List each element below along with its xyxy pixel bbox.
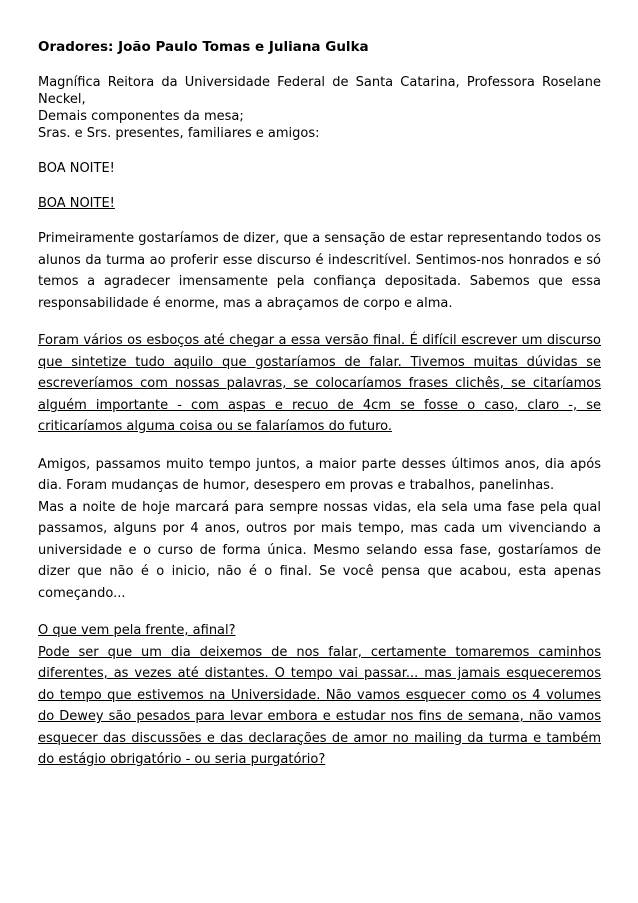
question-heading: O que vem pela frente, afinal? <box>38 623 236 638</box>
paragraph-tonight: Mas a noite de hoje marcará para sempre nossas vidas, ela sela uma fase pela qual passamos, alguns por 4 anos, outros por mais tempo, mas cada um vivenciando a universidade e o curso de forma única. Mesmo selando essa fase, gostaríamos de dizer que não é o inicio, não é o final. Se você pensa que acabou, esta apenas começando... <box>38 499 601 601</box>
paragraph-friends: Amigos, passamos muito tempo juntos, a maior parte desses últimos anos, dia após dia. Foram mudanças de humor, desespero em provas e trabalhos, panelinhas. <box>38 456 601 493</box>
document-page <box>38 38 601 771</box>
speakers-title: Oradores: João Paulo Tomas e Juliana Gulka <box>38 39 369 55</box>
address-line: Demais componentes da mesa; <box>38 109 244 124</box>
paragraph-future: Pode ser que um dia deixemos de nos falar, certamente tomaremos caminhos diferentes, as vezes até distantes. O tempo vai passar... mas jamais esqueceremos do tempo que estivemos na Universidade. Não vamos esquecer como os 4 volumes do Dewey são pesados para levar embora e estudar nos fins de semana, não vamos esquecer das discussões e das declarações de amor no mailing da turma e também do estágio obrigatório - ou seria purgatório? <box>38 644 601 767</box>
paragraph-intro: Primeiramente gostaríamos de dizer, que a sensação de estar representando todos os alunos da turma ao proferir esse discurso é indescritível. Sentimos-nos honrados e só temos a agradecer imensamente pela confiança depositada. Sabemos que essa responsabilidade é enorme, mas a abraçamos de corpo e alma. <box>38 231 601 311</box>
address-line: Sras. e Srs. presentes, familiares e amigos: <box>38 126 320 141</box>
address-line: Magnífica Reitora da Universidade Federal de Santa Catarina, Professora Roselane Neckel, <box>38 75 601 107</box>
address-block <box>38 74 601 142</box>
paragraph-drafts: Foram vários os esboços até chegar a essa versão final. É difícil escrever um discurso que sintetize tudo aquilo que gostaríamos de falar. Tivemos muitas dúvidas se escreveríamos com nossas palavras, se colocaríamos frases clichês, se citaríamos alguém importante - com aspas e recuo de 4cm se fosse o caso, claro -, se criticaríamos alguma coisa ou se falaríamos do futuro. <box>38 333 601 434</box>
greeting-second: BOA NOITE! <box>38 196 115 211</box>
greeting-first: BOA NOITE! <box>38 161 115 176</box>
